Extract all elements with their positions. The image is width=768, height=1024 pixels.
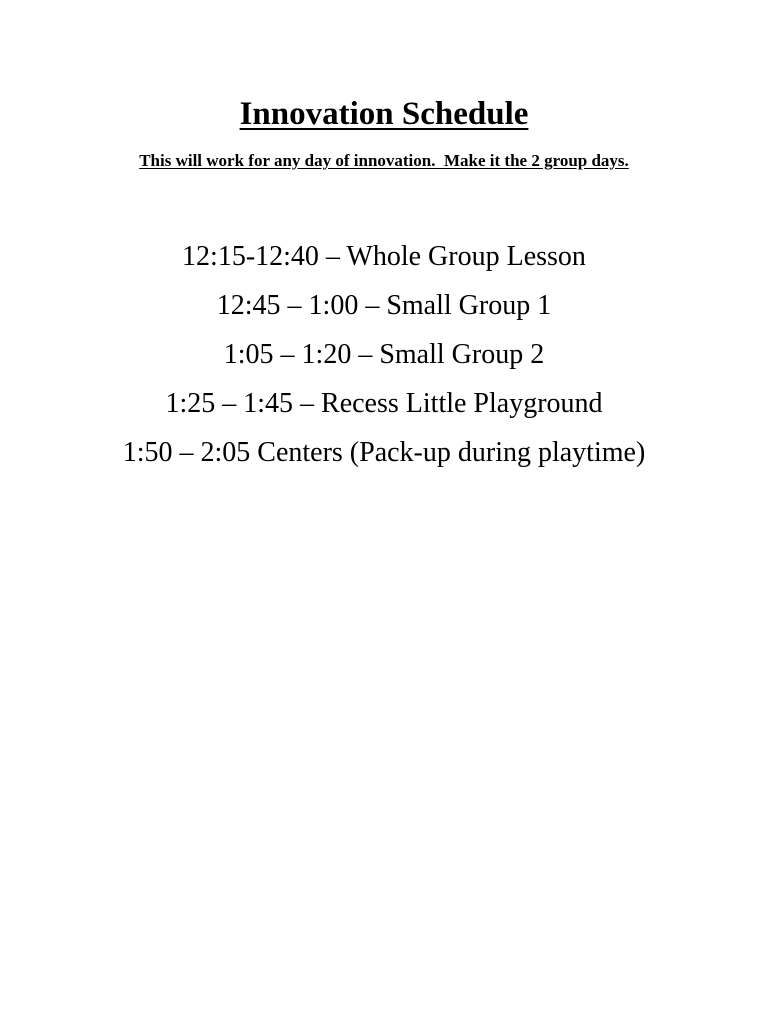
schedule-item: 12:45 – 1:00 – Small Group 1 (216, 290, 552, 321)
schedule-list (0, 232, 768, 477)
schedule-item: 1:50 – 2:05 Centers (Pack-up during playtime) (122, 437, 646, 468)
schedule-item: 1:25 – 1:45 – Recess Little Playground (165, 388, 603, 419)
schedule-item: 12:15-12:40 – Whole Group Lesson (182, 241, 586, 272)
page-subtitle: This will work for any day of innovation. Make it the 2 group days. (139, 151, 629, 170)
schedule-item: 1:05 – 1:20 – Small Group 2 (223, 339, 545, 370)
page-title: Innovation Schedule (239, 96, 529, 132)
